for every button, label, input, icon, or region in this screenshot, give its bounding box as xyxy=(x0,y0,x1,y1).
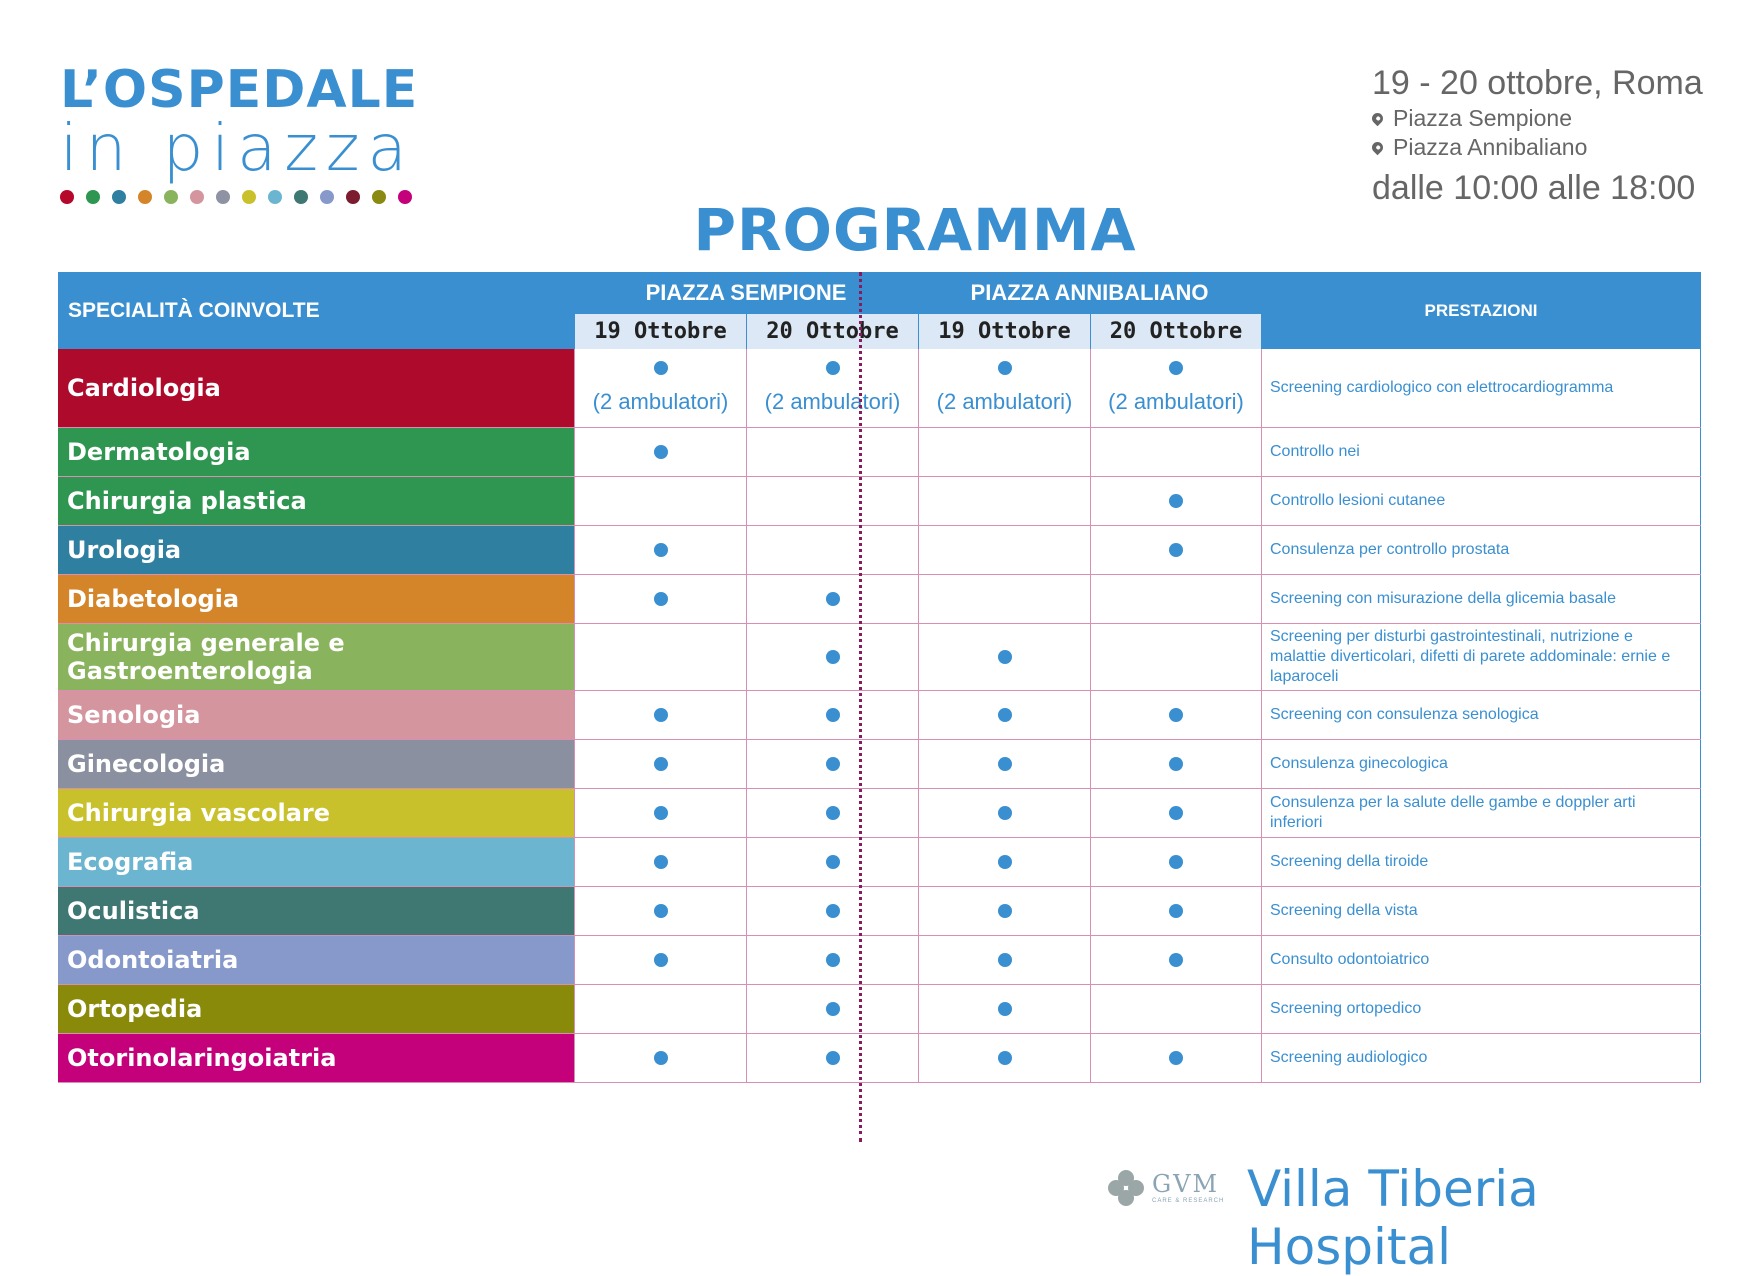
clover-icon xyxy=(1108,1170,1144,1206)
specialty-name: Ortopedia xyxy=(58,985,574,1033)
schedule-cell xyxy=(746,936,918,984)
available-dot-icon xyxy=(654,953,668,967)
prestazione-text: Consulto odontoiatrico xyxy=(1261,936,1701,984)
schedule-cell xyxy=(1090,477,1261,525)
schedule-cell xyxy=(574,428,746,476)
page-title: PROGRAMMA xyxy=(693,196,1137,264)
available-dot-icon xyxy=(998,953,1012,967)
available-dot-icon xyxy=(998,708,1012,722)
prestazione-text: Screening con consulenza senologica xyxy=(1261,691,1701,739)
specialty-name: Odontoiatria xyxy=(58,936,574,984)
schedule-cell xyxy=(574,477,746,525)
schedule-cell xyxy=(1090,428,1261,476)
available-dot-icon xyxy=(998,806,1012,820)
schedule-cell xyxy=(746,349,918,427)
prestazione-text: Consulenza per la salute delle gambe e doppler arti inferiori xyxy=(1261,789,1701,837)
available-dot-icon xyxy=(826,757,840,771)
table-row xyxy=(58,1034,1701,1083)
schedule-cell xyxy=(746,691,918,739)
available-dot-icon xyxy=(654,757,668,771)
schedule-cell xyxy=(1090,526,1261,574)
available-dot-icon xyxy=(1169,757,1183,771)
available-dot-icon xyxy=(654,592,668,606)
header-specialita: SPECIALITÀ COINVOLTE xyxy=(58,272,574,349)
schedule-cell xyxy=(918,477,1090,525)
schedule-cell xyxy=(1090,624,1261,690)
schedule-cell xyxy=(746,624,918,690)
schedule-cell xyxy=(574,1034,746,1082)
prestazione-text: Screening della vista xyxy=(1261,887,1701,935)
available-dot-icon xyxy=(998,757,1012,771)
schedule-cell xyxy=(1090,789,1261,837)
prestazione-text: Screening della tiroide xyxy=(1261,838,1701,886)
logo-title: L’OSPEDALE xyxy=(60,60,419,120)
table-row xyxy=(58,838,1701,887)
available-dot-icon xyxy=(826,806,840,820)
specialty-name: Chirurgia generale e Gastroenterologia xyxy=(58,624,574,690)
ambulatori-note: (2 ambulatori) xyxy=(592,389,729,414)
logo-subtitle: in piazza xyxy=(60,112,415,186)
specialty-name: Urologia xyxy=(58,526,574,574)
available-dot-icon xyxy=(826,650,840,664)
table-row xyxy=(58,985,1701,1034)
available-dot-icon xyxy=(1169,904,1183,918)
schedule-cell xyxy=(746,838,918,886)
table-header xyxy=(58,272,1701,349)
schedule-cell xyxy=(574,691,746,739)
prestazione-text: Controllo lesioni cutanee xyxy=(1261,477,1701,525)
table-row xyxy=(58,887,1701,936)
available-dot-icon xyxy=(1169,855,1183,869)
available-dot-icon xyxy=(998,361,1012,375)
table-body xyxy=(58,349,1701,1083)
table-row xyxy=(58,624,1701,691)
available-dot-icon xyxy=(1169,953,1183,967)
table-row xyxy=(58,789,1701,838)
location-pin-icon xyxy=(1370,140,1386,156)
table-row xyxy=(58,477,1701,526)
available-dot-icon xyxy=(826,708,840,722)
schedule-cell xyxy=(1090,887,1261,935)
gvm-logo xyxy=(1108,1170,1224,1206)
available-dot-icon xyxy=(826,361,840,375)
schedule-cell xyxy=(574,789,746,837)
available-dot-icon xyxy=(654,855,668,869)
event-date: 19 - 20 ottobre, Roma xyxy=(1372,64,1703,102)
programma-table xyxy=(58,272,1701,1083)
schedule-cell xyxy=(574,887,746,935)
header-day: 19 Ottobre xyxy=(574,314,746,349)
available-dot-icon xyxy=(826,953,840,967)
schedule-cell xyxy=(746,887,918,935)
location-pin-icon xyxy=(1370,111,1386,127)
schedule-cell xyxy=(574,838,746,886)
table-row xyxy=(58,526,1701,575)
schedule-cell xyxy=(1090,1034,1261,1082)
available-dot-icon xyxy=(654,1051,668,1065)
available-dot-icon xyxy=(1169,494,1183,508)
specialty-name: Otorinolaringoiatria xyxy=(58,1034,574,1082)
available-dot-icon xyxy=(826,1051,840,1065)
specialty-name: Ecografia xyxy=(58,838,574,886)
available-dot-icon xyxy=(654,445,668,459)
ambulatori-note: (2 ambulatori) xyxy=(1108,389,1244,414)
available-dot-icon xyxy=(826,855,840,869)
schedule-cell xyxy=(746,575,918,623)
available-dot-icon xyxy=(998,1002,1012,1016)
schedule-cell xyxy=(746,740,918,788)
header-day: 19 Ottobre xyxy=(918,314,1090,349)
schedule-cell xyxy=(746,428,918,476)
schedule-cell xyxy=(574,936,746,984)
schedule-cell xyxy=(1090,575,1261,623)
specialty-name: Dermatologia xyxy=(58,428,574,476)
available-dot-icon xyxy=(998,904,1012,918)
schedule-cell xyxy=(1090,838,1261,886)
available-dot-icon xyxy=(654,708,668,722)
table-row xyxy=(58,936,1701,985)
schedule-cell xyxy=(918,740,1090,788)
schedule-cell xyxy=(918,624,1090,690)
schedule-cell xyxy=(1090,740,1261,788)
schedule-cell xyxy=(1090,349,1261,427)
prestazione-text: Consulenza ginecologica xyxy=(1261,740,1701,788)
schedule-cell xyxy=(574,740,746,788)
event-info xyxy=(1372,62,1703,212)
schedule-cell xyxy=(918,985,1090,1033)
available-dot-icon xyxy=(826,904,840,918)
schedule-cell xyxy=(918,526,1090,574)
prestazione-text: Screening cardiologico con elettrocardiogramma xyxy=(1261,349,1701,427)
available-dot-icon xyxy=(654,361,668,375)
event-location-1: Piazza Sempione xyxy=(1372,104,1703,133)
schedule-cell xyxy=(1090,985,1261,1033)
piazza-divider xyxy=(859,272,862,1142)
header-day: 20 Ottobre xyxy=(746,314,918,349)
logo xyxy=(60,62,418,204)
available-dot-icon xyxy=(826,1002,840,1016)
header-prestazioni: PRESTAZIONI xyxy=(1261,272,1701,349)
specialty-name: Oculistica xyxy=(58,887,574,935)
prestazione-text: Screening ortopedico xyxy=(1261,985,1701,1033)
prestazione-text: Screening per disturbi gastrointestinali, nutrizione e malattie diverticolari, difetti di parete addominale: ernie e laparoceli xyxy=(1261,624,1701,690)
schedule-cell xyxy=(574,526,746,574)
schedule-cell xyxy=(918,575,1090,623)
specialty-name: Senologia xyxy=(58,691,574,739)
available-dot-icon xyxy=(1169,806,1183,820)
schedule-cell xyxy=(918,349,1090,427)
schedule-cell xyxy=(746,789,918,837)
specialty-name: Chirurgia plastica xyxy=(58,477,574,525)
table-row xyxy=(58,575,1701,624)
schedule-cell xyxy=(918,838,1090,886)
schedule-cell xyxy=(918,887,1090,935)
schedule-cell xyxy=(1090,936,1261,984)
header-piazza-annibaliano: PIAZZA ANNIBALIANO xyxy=(918,272,1261,314)
header-day: 20 Ottobre xyxy=(1090,314,1261,349)
header-piazza-sempione: PIAZZA SEMPIONE xyxy=(574,272,918,314)
table-row xyxy=(58,428,1701,477)
schedule-cell xyxy=(746,985,918,1033)
schedule-cell xyxy=(918,789,1090,837)
schedule-cell xyxy=(918,936,1090,984)
table-row xyxy=(58,349,1701,428)
schedule-cell xyxy=(918,1034,1090,1082)
schedule-cell xyxy=(574,985,746,1033)
available-dot-icon xyxy=(654,904,668,918)
available-dot-icon xyxy=(998,650,1012,664)
table-row xyxy=(58,740,1701,789)
gvm-subtext: CARE & RESEARCH xyxy=(1152,1197,1225,1204)
specialty-name: Diabetologia xyxy=(58,575,574,623)
available-dot-icon xyxy=(654,806,668,820)
event-location-2: Piazza Annibaliano xyxy=(1372,133,1703,162)
schedule-cell xyxy=(574,624,746,690)
available-dot-icon xyxy=(1169,708,1183,722)
prestazione-text: Controllo nei xyxy=(1261,428,1701,476)
hospital-name: Villa Tiberia Hospital xyxy=(1247,1160,1539,1276)
prestazione-text: Screening audiologico xyxy=(1261,1034,1701,1082)
prestazione-text: Consulenza per controllo prostata xyxy=(1261,526,1701,574)
specialty-name: Cardiologia xyxy=(58,349,574,427)
specialty-name: Chirurgia vascolare xyxy=(58,789,574,837)
ambulatori-note: (2 ambulatori) xyxy=(936,389,1073,414)
available-dot-icon xyxy=(1169,361,1183,375)
available-dot-icon xyxy=(1169,1051,1183,1065)
available-dot-icon xyxy=(998,855,1012,869)
schedule-cell xyxy=(746,477,918,525)
schedule-cell xyxy=(1090,691,1261,739)
prestazione-text: Screening con misurazione della glicemia basale xyxy=(1261,575,1701,623)
schedule-cell xyxy=(746,1034,918,1082)
specialty-name: Ginecologia xyxy=(58,740,574,788)
gvm-text: GVM xyxy=(1152,1169,1220,1198)
ambulatori-note: (2 ambulatori) xyxy=(764,389,901,414)
schedule-cell xyxy=(918,428,1090,476)
schedule-cell xyxy=(746,526,918,574)
schedule-cell xyxy=(918,691,1090,739)
schedule-cell xyxy=(574,349,746,427)
available-dot-icon xyxy=(998,1051,1012,1065)
event-time: dalle 10:00 alle 18:00 xyxy=(1372,169,1696,207)
available-dot-icon xyxy=(1169,543,1183,557)
schedule-cell xyxy=(574,575,746,623)
available-dot-icon xyxy=(654,543,668,557)
available-dot-icon xyxy=(826,592,840,606)
table-row xyxy=(58,691,1701,740)
